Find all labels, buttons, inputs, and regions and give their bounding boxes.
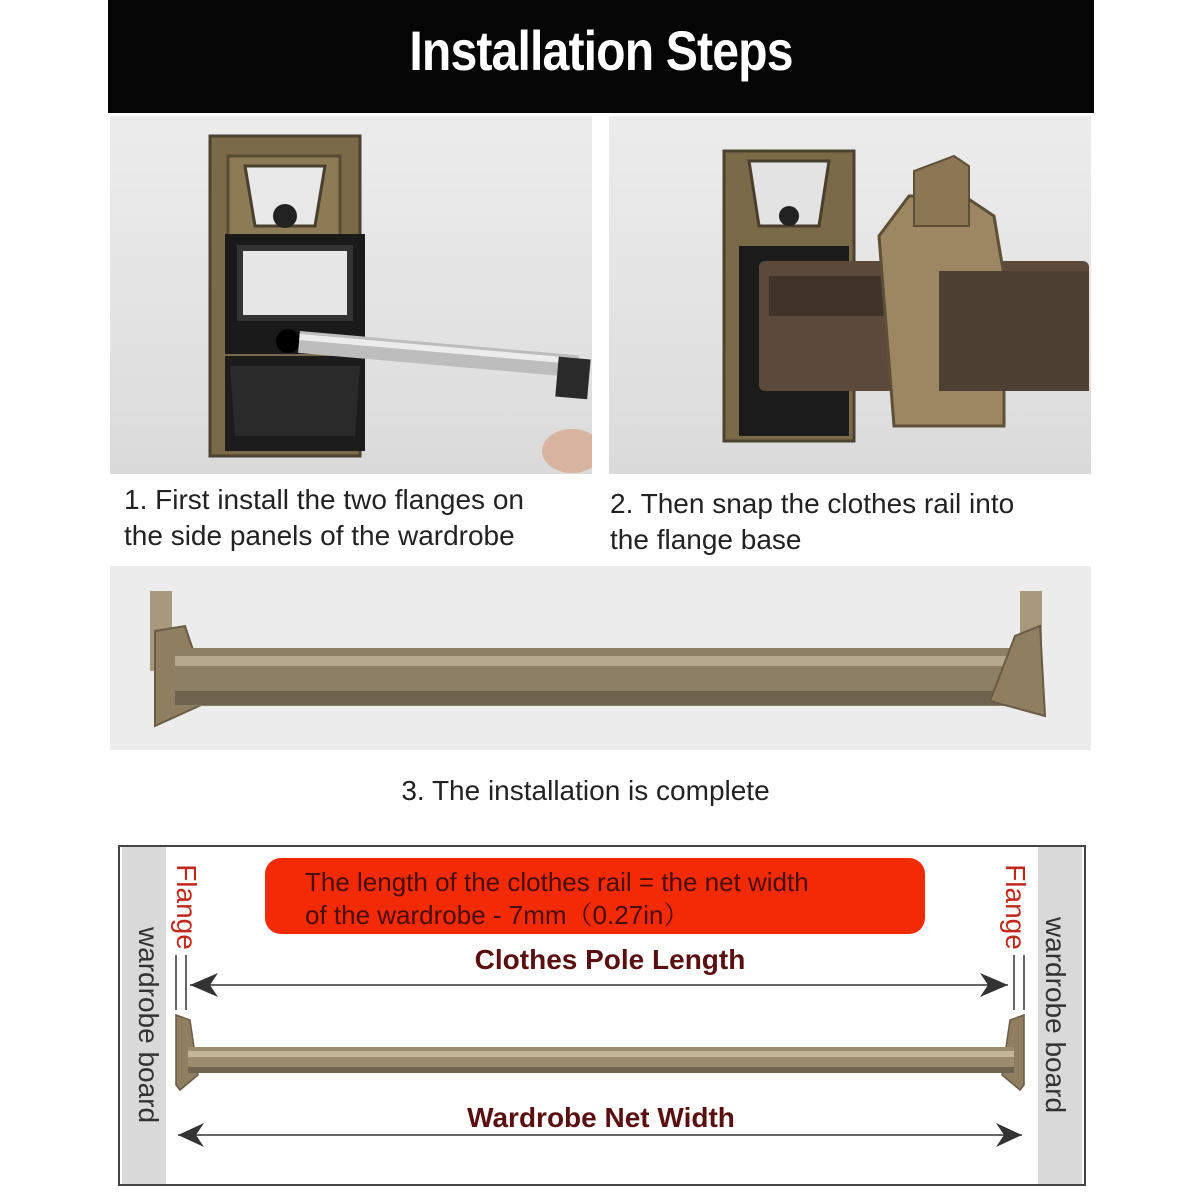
step1-caption — [124, 482, 524, 554]
pole-length-label: Clothes Pole Length — [474, 944, 746, 975]
step2-caption — [610, 486, 1014, 558]
page-title: Installation Steps — [409, 19, 793, 82]
left-flange-label: Flange — [171, 864, 202, 950]
step2-photo — [609, 116, 1091, 474]
formula-line2: of the wardrobe - 7mm（0.27in） — [305, 900, 690, 930]
rail-snap-illustration — [609, 116, 1091, 474]
right-board-label: wardrobe board — [1040, 916, 1071, 1114]
net-width-label: Wardrobe Net Width — [467, 1102, 735, 1133]
right-flange-label: Flange — [1000, 864, 1031, 950]
step2-line2: the flange base — [610, 524, 802, 555]
step1-photo — [110, 116, 592, 474]
step1-line2: the side panels of the wardrobe — [124, 520, 515, 551]
step1-line1: 1. First install the two flanges on — [124, 484, 524, 515]
step3-photo — [110, 566, 1091, 750]
step3-caption: 3. The installation is complete — [401, 775, 770, 806]
header-banner — [108, 0, 1094, 113]
left-board-label: wardrobe board — [133, 926, 164, 1124]
installed-rail-illustration — [110, 566, 1091, 750]
step2-line1: 2. Then snap the clothes rail into — [610, 488, 1015, 519]
flange-screwdriver-illustration — [110, 116, 592, 474]
formula-line1: The length of the clothes rail = the net width — [305, 867, 809, 897]
dimension-lines — [118, 845, 1082, 1185]
